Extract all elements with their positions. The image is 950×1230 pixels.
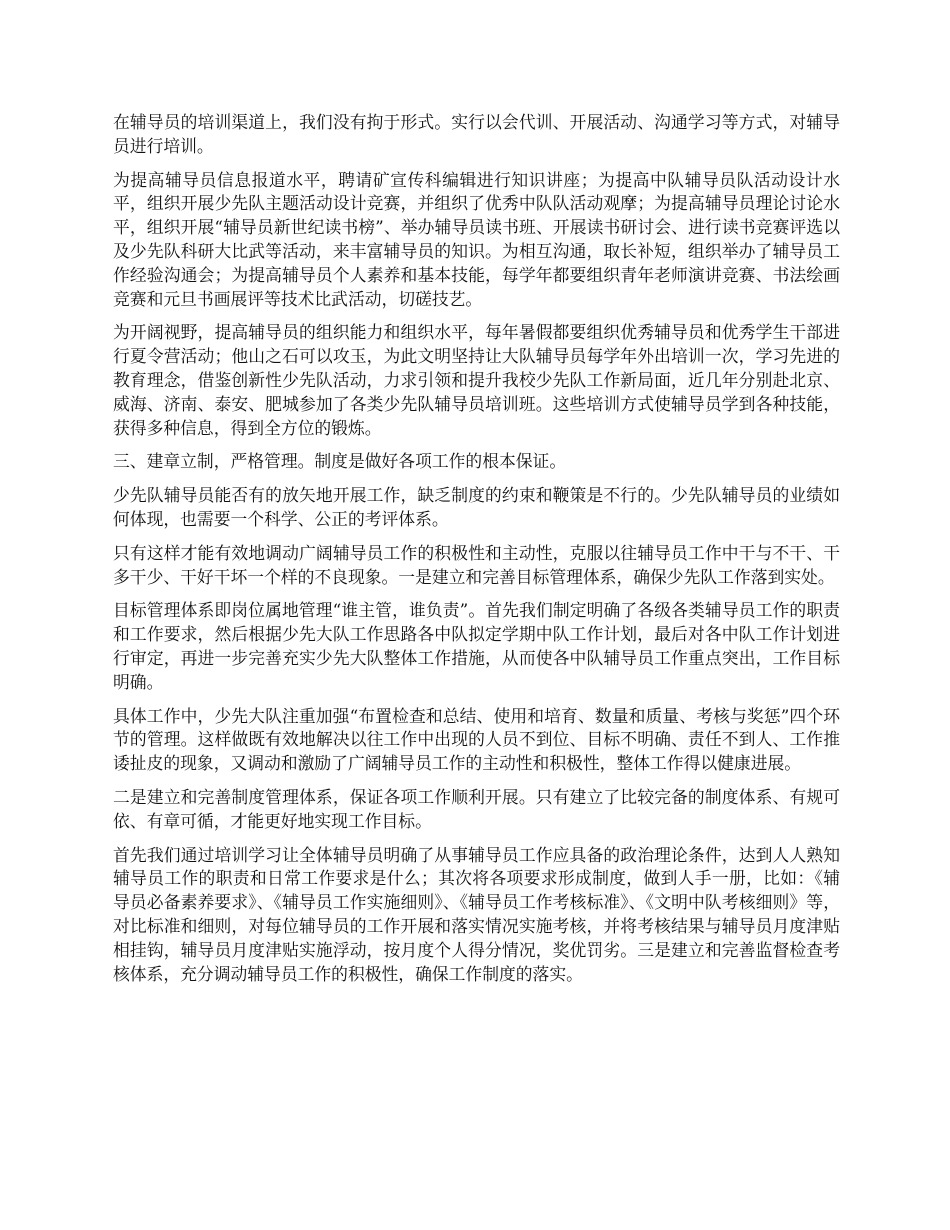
section-heading-rules: 三、建章立制，严格管理。制度是做好各项工作的根本保证。 [113, 451, 567, 472]
paragraph-system-management: 二是建立和完善制度管理体系，保证各项工作顺利开展。只有建立了比较完备的制度体系、有规可依、有章可循，才能更好地实现工作目标。 [113, 786, 840, 831]
paragraph-four-links: 具体工作中，少先大队注重加强“布置检查和总结、使用和培育、数量和质量、考核与奖惩”四个环节的管理。这样做既有效地解决以往工作中出现的人员不到位、目标不明确、责任不到人、工作推诿扯皮的现象，又调动和激励了广阔辅导员工作的主动性和积极性，整体工作得以健康进展。 [113, 705, 840, 774]
paragraph-training-activities: 为提高辅导员信息报道水平，聘请矿宣传科编辑进行知识讲座；为提高中队辅导员队活动设计水平，组织开展少先队主题活动设计竞赛，并组织了优秀中队队活动观摩；为提高辅导员理论讨论水平，组织开展“辅导员新世纪读书榜”、举办辅导员读书班、开展读书研讨会、进行读书竞赛评选以及少先队科研大比武等活动，来丰富辅导员的知识。为相互沟通，取长补短，组织举办了辅导员工作经验沟通会；为提高辅导员个人素养和基本技能，每学年都要组织青年老师演讲竞赛、书法绘画竞赛和元旦书画展评等技术比武活动，切磋技艺。 [113, 169, 840, 309]
paragraph-target-management: 只有这样才能有效地调动广阔辅导员工作的积极性和主动性，克服以往辅导员工作中干与不干、干多干少、干好干坏一个样的不良现象。一是建立和完善目标管理体系，确保少先队工作落到实处。 [113, 542, 840, 587]
paragraph-implementation: 首先我们通过培训学习让全体辅导员明确了从事辅导员工作应具备的政治理论条件，达到人人熟知辅导员工作的职责和日常工作要求是什么；其次将各项要求形成制度，做到人手一册，比如：《辅导员必备素养要求》、《辅导员工作实施细则》、《辅导员工作考核标准》、《文明中队考核细则》等，对比标准和细则，对每位辅导员的工作开展和落实情况实施考核，并将考核结果与辅导员月度津贴相挂钩，辅导员月度津贴实施浮动，按月度个人得分情况，奖优罚劣。三是建立和完善监督检查考核体系，充分调动辅导员工作的积极性，确保工作制度的落实。 [113, 844, 840, 984]
paragraph-training-channels: 在辅导员的培训渠道上，我们没有拘于形式。实行以会代训、开展活动、沟通学习等方式，对辅导员进行培训。 [113, 112, 840, 156]
paragraph-evaluation-system: 少先队辅导员能否有的放矢地开展工作，缺乏制度的约束和鞭策是不行的。少先队辅导员的业绩如何体现，也需要一个科学、公正的考评体系。 [113, 485, 840, 529]
paragraph-responsibility: 目标管理体系即岗位属地管理“谁主管，谁负责”。首先我们制定明确了各级各类辅导员工作的职责和工作要求，然后根据少先大队工作思路各中队拟定学期中队工作计划，最后对各中队工作计划进行审定，再进一步完善充实少先大队整体工作措施，从而使各中队辅导员工作重点突出，工作目标明确。 [113, 600, 840, 692]
document-body [113, 111, 840, 996]
paragraph-broaden-horizons: 为开阔视野，提高辅导员的组织能力和组织水平，每年暑假都要组织优秀辅导员和优秀学生干部进行夏令营活动；他山之石可以攻玉，为此文明坚持让大队辅导员每学年外出培训一次，学习先进的教育理念，借鉴创新性少先队活动，力求引领和提升我校少先队工作新局面，近几年分别赴北京、威海、济南、泰安、肥城参加了各类少先队辅导员培训班。这些培训方式使辅导员学到各种技能，获得多种信息，得到全方位的锻炼。 [113, 322, 840, 438]
